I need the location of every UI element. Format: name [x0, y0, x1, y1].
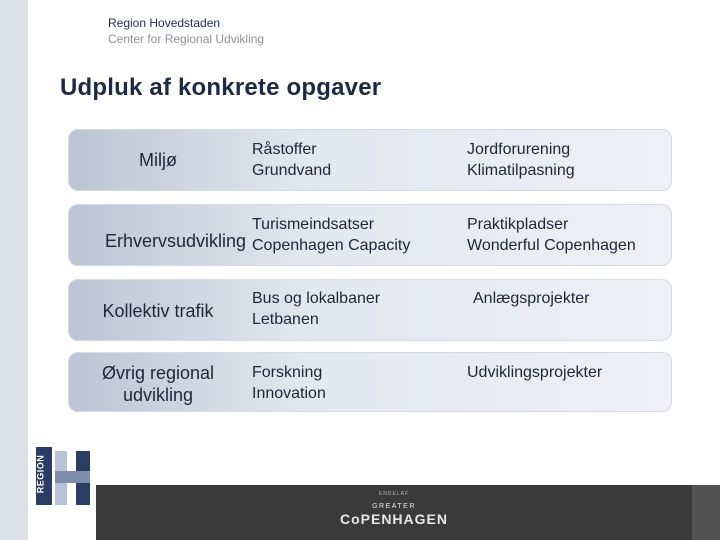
row-col1	[252, 139, 331, 181]
region-hovedstaden-logo	[36, 447, 92, 505]
row-item: Forskning	[252, 364, 323, 381]
row-category: Kollektiv trafik	[102, 301, 214, 321]
row-item: Bus og lokalbaner	[252, 290, 381, 307]
org-name: Region Hovedstaden	[108, 16, 221, 30]
row-category: Erhvervsudvikling	[104, 231, 246, 251]
footer-right-block	[692, 485, 720, 540]
row-category-line: udvikling	[122, 385, 194, 405]
row-item: Praktikpladser	[467, 216, 569, 233]
row-item: Wonderful Copenhagen	[467, 237, 636, 254]
row-col1	[252, 288, 380, 330]
logo-small-text: ENDELAF	[378, 491, 410, 497]
row-item: Udviklingsprojekter	[467, 364, 603, 381]
row-item: Letbanen	[252, 311, 319, 328]
task-row-ovrig-regional-udvikling	[68, 352, 672, 412]
row-item: Turismeindsatser	[252, 216, 375, 233]
row-col1	[252, 362, 326, 404]
region-label: REGION	[35, 454, 46, 494]
row-col2	[473, 288, 590, 309]
row-category	[68, 362, 248, 406]
greater-copenhagen-logo	[334, 491, 454, 527]
region-h-icon	[36, 447, 92, 505]
row-item: Klimatilpasning	[467, 162, 575, 179]
row-item: Anlægsprojekter	[473, 290, 590, 307]
row-item: Råstoffer	[252, 141, 317, 158]
row-item: Copenhagen Capacity	[252, 237, 411, 254]
org-department: Center for Regional Udvikling	[108, 32, 265, 46]
logo-copenhagen-text: CoPENHAGEN	[339, 511, 448, 527]
row-item: Grundvand	[252, 162, 332, 179]
task-row-miljo	[68, 129, 672, 191]
row-col2	[467, 214, 636, 256]
row-col2	[467, 362, 602, 383]
row-category: Miljø	[139, 150, 177, 170]
row-col1	[252, 214, 410, 256]
task-row-erhvervsudvikling	[68, 204, 672, 266]
row-category-line: Øvrig regional	[101, 363, 215, 383]
footer-bar	[96, 485, 720, 540]
row-item: Innovation	[252, 385, 326, 402]
row-col2	[467, 139, 575, 181]
task-row-kollektiv-trafik	[68, 279, 672, 341]
left-decorative-bar	[0, 0, 28, 540]
page-title: Udpluk af konkrete opgaver	[60, 74, 382, 101]
row-item: Jordforurening	[467, 141, 571, 158]
logo-greater-text: GREATER	[372, 503, 416, 510]
organization-header	[108, 15, 264, 47]
